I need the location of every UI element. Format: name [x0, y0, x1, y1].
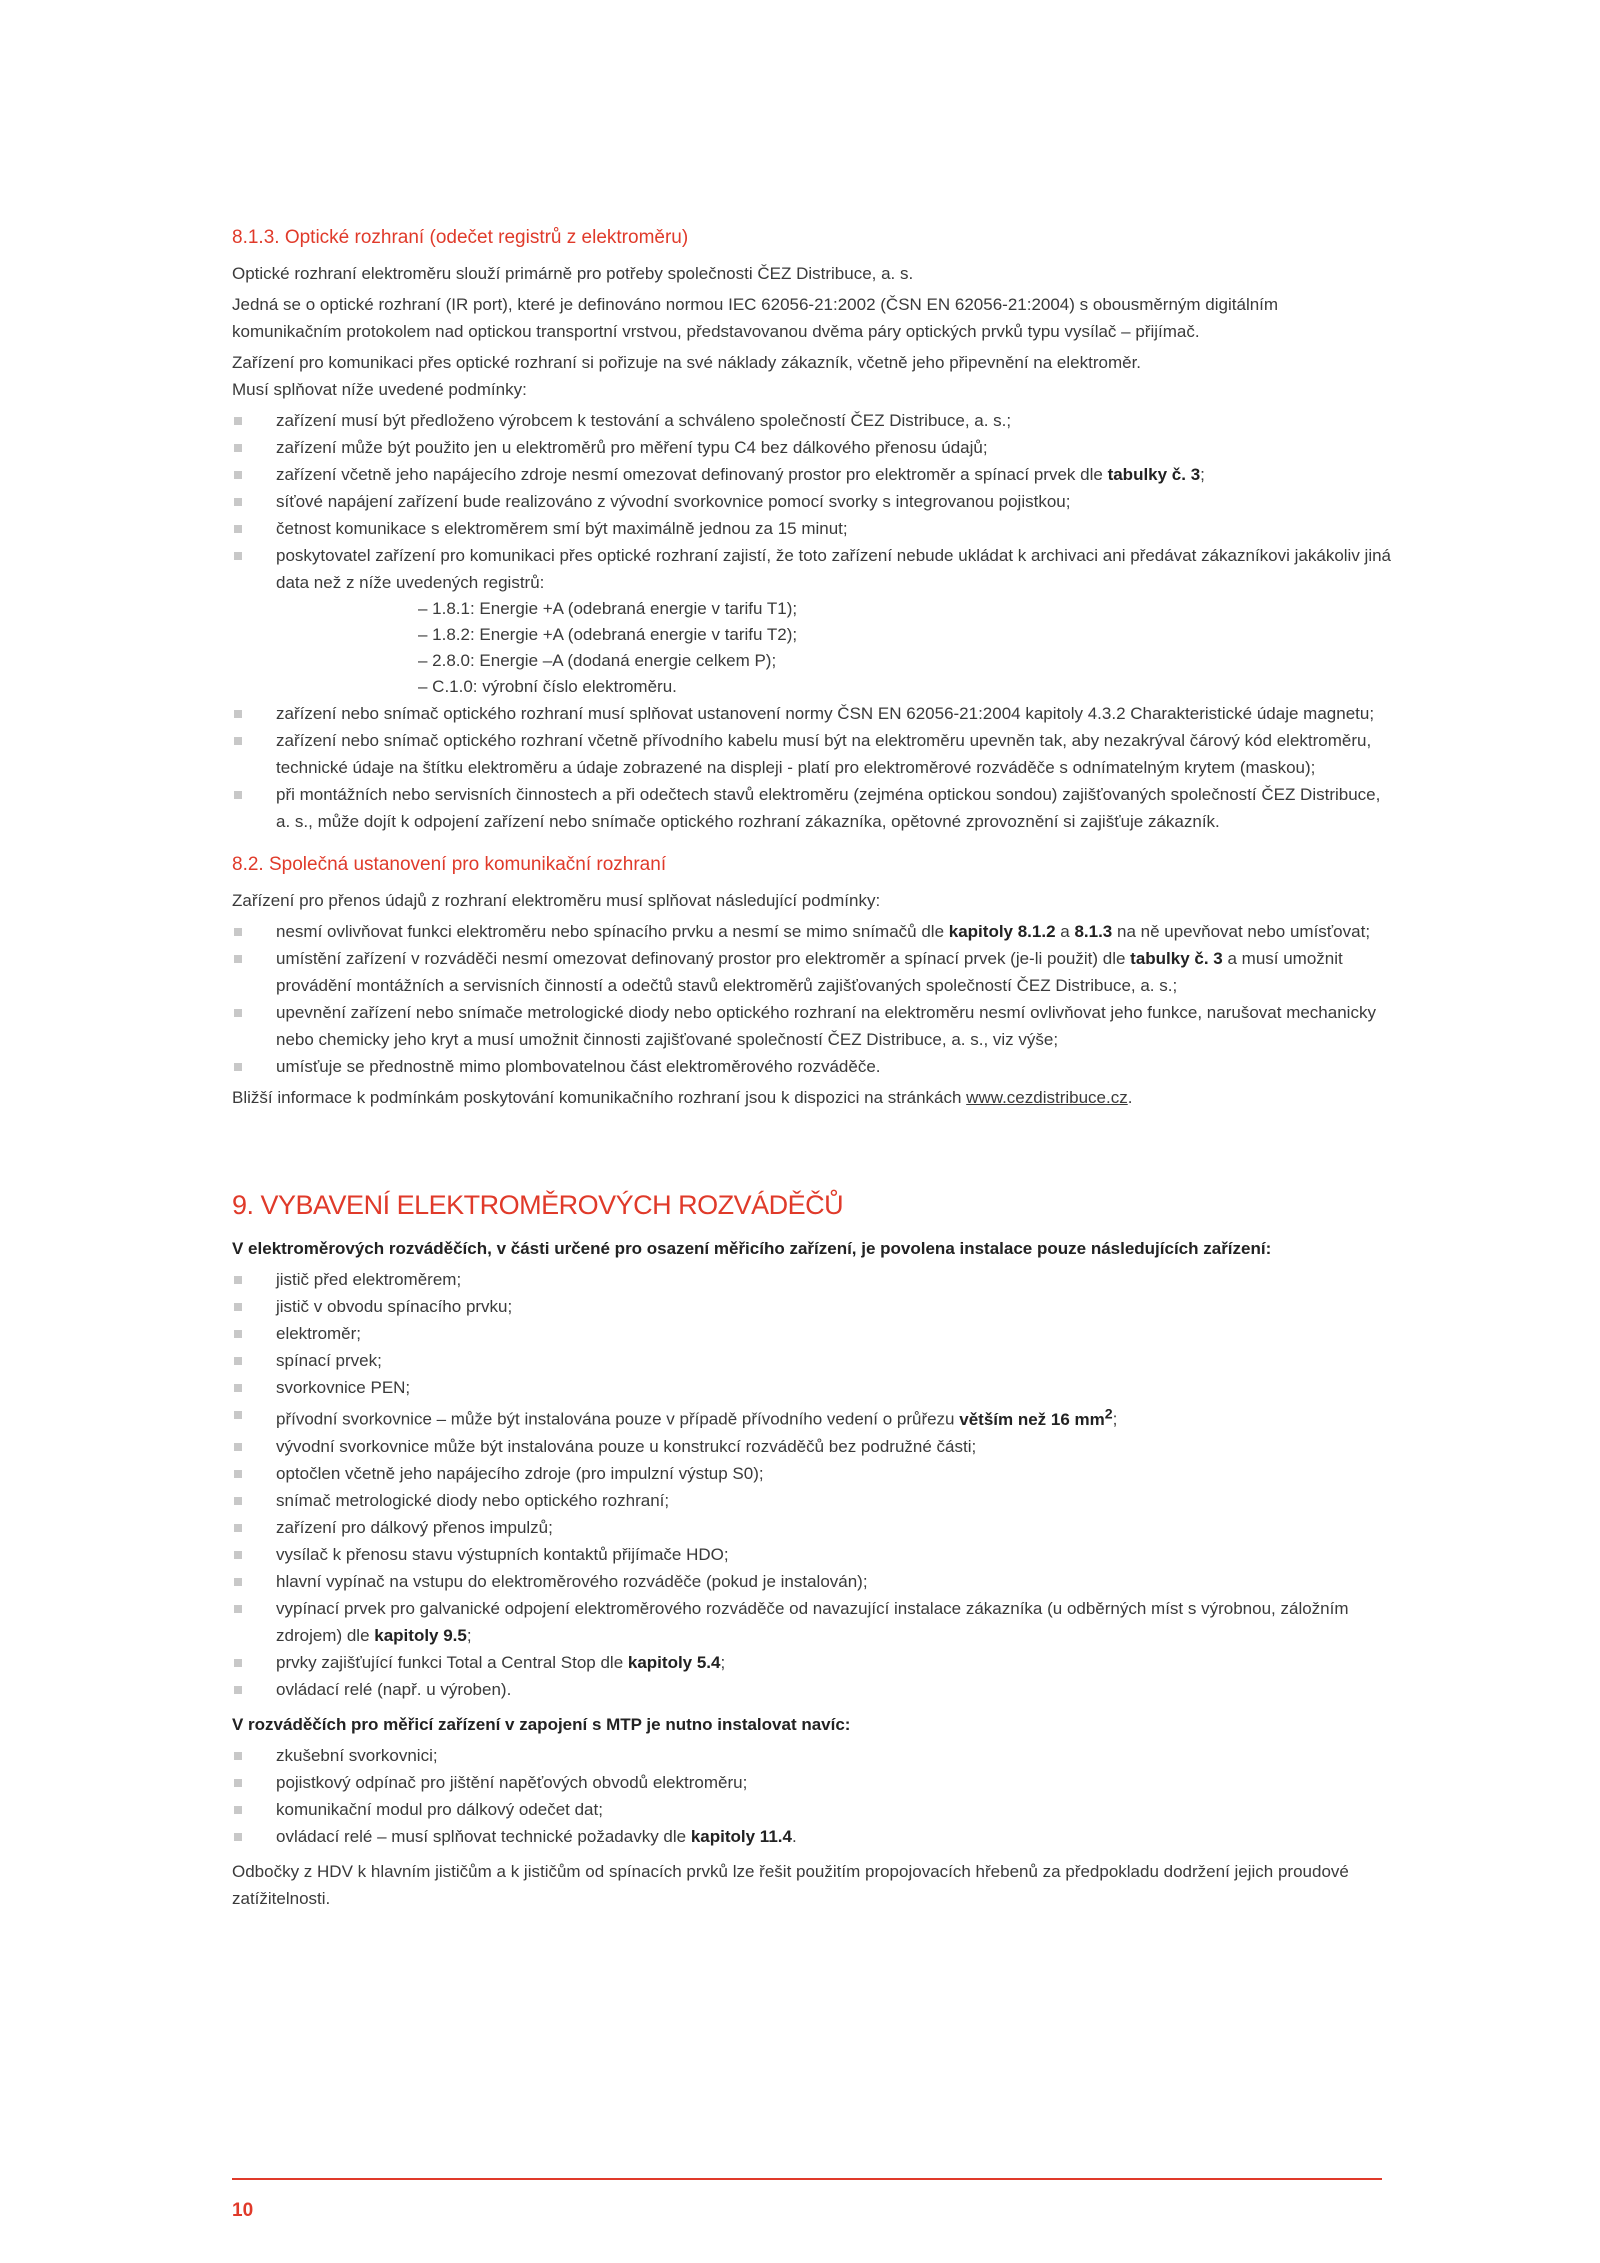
list-item: upevnění zařízení nebo snímače metrologické diody nebo optického rozhraní na elektroměru nesmí ovlivňovat jeho funkce, narušovat mechanicky nebo chemicky jeho kryt a musí umožnit činnosti zajišťované společností ČEZ Distribuce, a. s., viz výše;: [232, 999, 1392, 1053]
bullet-icon: [234, 1779, 242, 1787]
document-page: [232, 226, 1392, 1916]
bullet-icon: [234, 1303, 242, 1311]
reference-table-3: tabulky č. 3: [1107, 465, 1201, 484]
reference-chapter-8-1-3: 8.1.3: [1074, 922, 1113, 941]
list-item: jistič v obvodu spínacího prvku;: [232, 1293, 1392, 1320]
bullet-icon: [234, 1578, 242, 1586]
list-item: hlavní vypínač na vstupu do elektroměrového rozváděče (pokud je instalován);: [232, 1568, 1392, 1595]
reference-chapter-8-1-2: kapitoly 8.1.2: [948, 922, 1056, 941]
list-item: zařízení nebo snímač optického rozhraní musí splňovat ustanovení normy ČSN EN 62056-21:2004 kapitoly 4.3.2 Charakteristické údaje magnetu;: [232, 700, 1392, 727]
list-item: přívodní svorkovnice – může být instalována pouze v případě přívodního vedení o průřezu větším než 16 $mm^2$;: [232, 1401, 1392, 1433]
paragraph: Optické rozhraní elektroměru slouží primárně pro potřeby společnosti ČEZ Distribuce, a. s.: [232, 264, 914, 283]
cross-section-limit: větším než 16 $mm^2$: [959, 1406, 1113, 1429]
section-heading-8-1-3: 8.1.3. Optické rozhraní (odečet registrů z elektroměru): [232, 227, 689, 248]
bullet-icon: [234, 737, 242, 745]
bullet-icon: [234, 928, 242, 936]
list-item: nesmí ovlivňovat funkci elektroměru nebo spínacího prvku a nesmí se mimo snímačů dle kapitoly 8.1.2 a 8.1.3 na ně upevňovat nebo umísťovat;: [232, 918, 1392, 945]
list-item: elektroměr;: [232, 1320, 1392, 1347]
mtp-equipment-list: [232, 1742, 1392, 1850]
list-item: jistič před elektroměrem;: [232, 1266, 1392, 1293]
list-item: síťové napájení zařízení bude realizováno z vývodní svorkovnice pomocí svorky s integrovanou pojistkou;: [232, 488, 1392, 515]
list-item: vysílač k přenosu stavu výstupních kontaktů přijímače HDO;: [232, 1541, 1392, 1568]
list-item: vypínací prvek pro galvanické odpojení elektroměrového rozváděče od navazující instalace zákazníka (u odběrných míst s výrobnou, záložním zdrojem) dle kapitoly 9.5;: [232, 1595, 1392, 1649]
bullet-icon: [234, 1524, 242, 1532]
bullet-icon: [234, 1384, 242, 1392]
list-item: zařízení musí být předloženo výrobcem k testování a schváleno společností ČEZ Distribuce, a. s.;: [232, 407, 1392, 434]
paragraph: Jedná se o optické rozhraní (IR port), které je definováno normou IEC 62056-21:2002 (ČSN EN 62056-21:2004) s obousměrným digitálním komunikačním protokolem nad optickou transportní vrstvou, představovanou dvěma páry optických prvků typu vysílač – přijímač.: [232, 295, 1279, 341]
footer-divider: [232, 2178, 1382, 2180]
bullet-icon: [234, 1605, 242, 1613]
list-item: zařízení včetně jeho napájecího zdroje nesmí omezovat definovaný prostor pro elektroměr a spínací prvek dle tabulky č. 3;: [232, 461, 1392, 488]
bullet-icon: [234, 1330, 242, 1338]
paragraph: Musí splňovat níže uvedené podmínky:: [232, 380, 527, 399]
list-item: vývodní svorkovnice může být instalována pouze u konstrukcí rozváděčů bez podružné části;: [232, 1433, 1392, 1460]
bullet-icon: [234, 1752, 242, 1760]
bullet-icon: [234, 1443, 242, 1451]
bullet-icon: [234, 791, 242, 799]
bullet-icon: [234, 552, 242, 560]
bullet-icon: [234, 1470, 242, 1478]
bullet-icon: [234, 444, 242, 452]
list-item: poskytovatel zařízení pro komunikaci přes optické rozhraní zajistí, že toto zařízení nebude ukládat k archivaci ani předávat zákazníkovi jakákoliv jiná data než z níže uvedených registrů: – 1.8.1: Energie +A (odebraná energie v tarifu T1); – 1.8.2: Energie +A (odebraná energie v tarifu T2); – 2.8.0: Energie –A (dodaná energie celkem P); – C.1.0: výrobní číslo elektroměru.: [232, 542, 1392, 700]
list-item: svorkovnice PEN;: [232, 1374, 1392, 1401]
website-link[interactable]: www.cezdistribuce.cz: [966, 1088, 1128, 1107]
list-item: spínací prvek;: [232, 1347, 1392, 1374]
lead-paragraph: V elektroměrových rozváděčích, v části určené pro osazení měřicího zařízení, je povolena instalace pouze následujících zařízení:: [232, 1239, 1272, 1258]
page-number: 10: [232, 2200, 254, 2221]
list-item: ovládací relé – musí splňovat technické požadavky dle kapitoly 11.4.: [232, 1823, 1392, 1850]
paragraph: Odbočky z HDV k hlavním jističům a k jističům od spínacích prvků lze řešit použitím propojovacích hřebenů za předpokladu dodržení jejich proudové zatížitelnosti.: [232, 1861, 1349, 1908]
paragraph: Zařízení pro komunikaci přes optické rozhraní si pořizuje na své náklady zákazník, včetně jeho připevnění na elektroměr.: [232, 353, 1142, 372]
reference-chapter-9-5: kapitoly 9.5: [374, 1625, 467, 1645]
list-item: ovládací relé (např. u výroben).: [232, 1676, 1392, 1703]
conditions-list: [232, 407, 1392, 835]
bullet-icon: [234, 498, 242, 506]
bullet-icon: [234, 710, 242, 718]
chapter-heading-9: 9. VYBAVENÍ ELEKTROMĚROVÝCH ROZVÁDĚČŮ: [232, 1190, 844, 1220]
bullet-icon: [234, 1551, 242, 1559]
paragraph: Bližší informace k podmínkám poskytování komunikačního rozhraní jsou k dispozici na stránkách www.cezdistribuce.cz.: [232, 1088, 1133, 1107]
list-item: zařízení pro dálkový přenos impulzů;: [232, 1514, 1392, 1541]
list-item: zařízení nebo snímač optického rozhraní včetně přívodního kabelu musí být na elektroměru upevněn tak, aby nezakrýval čárový kód elektroměru, technické údaje na štítku elektroměru a údaje zobrazené na displeji - platí pro elektroměrové rozváděče s odnímatelným krytem (maskou);: [232, 727, 1392, 781]
reference-chapter-5-4: kapitoly 5.4: [627, 1652, 721, 1672]
list-item: zkušební svorkovnici;: [232, 1742, 1392, 1769]
register-item: – 2.8.0: Energie –A (dodaná energie celkem P);: [418, 651, 777, 670]
register-list: [276, 596, 1392, 700]
register-item: – 1.8.2: Energie +A (odebraná energie v tarifu T2);: [418, 625, 798, 644]
register-item: – C.1.0: výrobní číslo elektroměru.: [418, 677, 677, 696]
list-item: četnost komunikace s elektroměrem smí být maximálně jednou za 15 minut;: [232, 515, 1392, 542]
bullet-icon: [234, 525, 242, 533]
list-item: snímač metrologické diody nebo optického rozhraní;: [232, 1487, 1392, 1514]
lead-paragraph: V rozváděčích pro měřicí zařízení v zapojení s MTP je nutno instalovat navíc:: [232, 1714, 851, 1734]
register-item: – 1.8.1: Energie +A (odebraná energie v tarifu T1);: [418, 599, 798, 618]
bullet-icon: [234, 1806, 242, 1814]
bullet-icon: [234, 1659, 242, 1667]
bullet-icon: [234, 1276, 242, 1284]
list-item: pojistkový odpínač pro jištění napěťových obvodů elektroměru;: [232, 1769, 1392, 1796]
bullet-icon: [234, 955, 242, 963]
bullet-icon: [234, 1833, 242, 1841]
list-item: umístění zařízení v rozváděči nesmí omezovat definovaný prostor pro elektroměr a spínací prvek (je-li použit) dle tabulky č. 3 a musí umožnit provádění montážních a servisních činností a odečtů stavů elektroměrů zajišťovaných společností ČEZ Distribuce, a. s.;: [232, 945, 1392, 999]
bullet-icon: [234, 1357, 242, 1365]
reference-chapter-11-4: kapitoly 11.4: [690, 1826, 792, 1846]
bullet-icon: [234, 1411, 242, 1419]
list-item: komunikační modul pro dálkový odečet dat;: [232, 1796, 1392, 1823]
conditions-list: [232, 918, 1392, 1080]
equipment-list: [232, 1266, 1392, 1703]
paragraph: Zařízení pro přenos údajů z rozhraní elektroměru musí splňovat následující podmínky:: [232, 891, 881, 910]
bullet-icon: [234, 471, 242, 479]
list-item: optočlen včetně jeho napájecího zdroje (pro impulzní výstup S0);: [232, 1460, 1392, 1487]
list-item: prvky zajišťující funkci Total a Central Stop dle kapitoly 5.4;: [232, 1649, 1392, 1676]
reference-table-3: tabulky č. 3: [1130, 949, 1223, 968]
section-heading-8-2: 8.2. Společná ustanovení pro komunikační rozhraní: [232, 854, 667, 875]
bullet-icon: [234, 1686, 242, 1694]
bullet-icon: [234, 1497, 242, 1505]
list-item: umísťuje se přednostně mimo plombovatelnou část elektroměrového rozváděče.: [232, 1053, 1392, 1080]
bullet-icon: [234, 1009, 242, 1017]
list-item: zařízení může být použito jen u elektroměrů pro měření typu C4 bez dálkového přenosu údajů;: [232, 434, 1392, 461]
bullet-icon: [234, 417, 242, 425]
bullet-icon: [234, 1063, 242, 1071]
list-item: při montážních nebo servisních činnostech a při odečtech stavů elektroměru (zejména optickou sondou) zajišťovaných společností ČEZ Distribuce, a. s., může dojít k odpojení zařízení nebo snímače optického rozhraní zákazníka, opětovné zprovoznění si zajišťuje zákazník.: [232, 781, 1392, 835]
